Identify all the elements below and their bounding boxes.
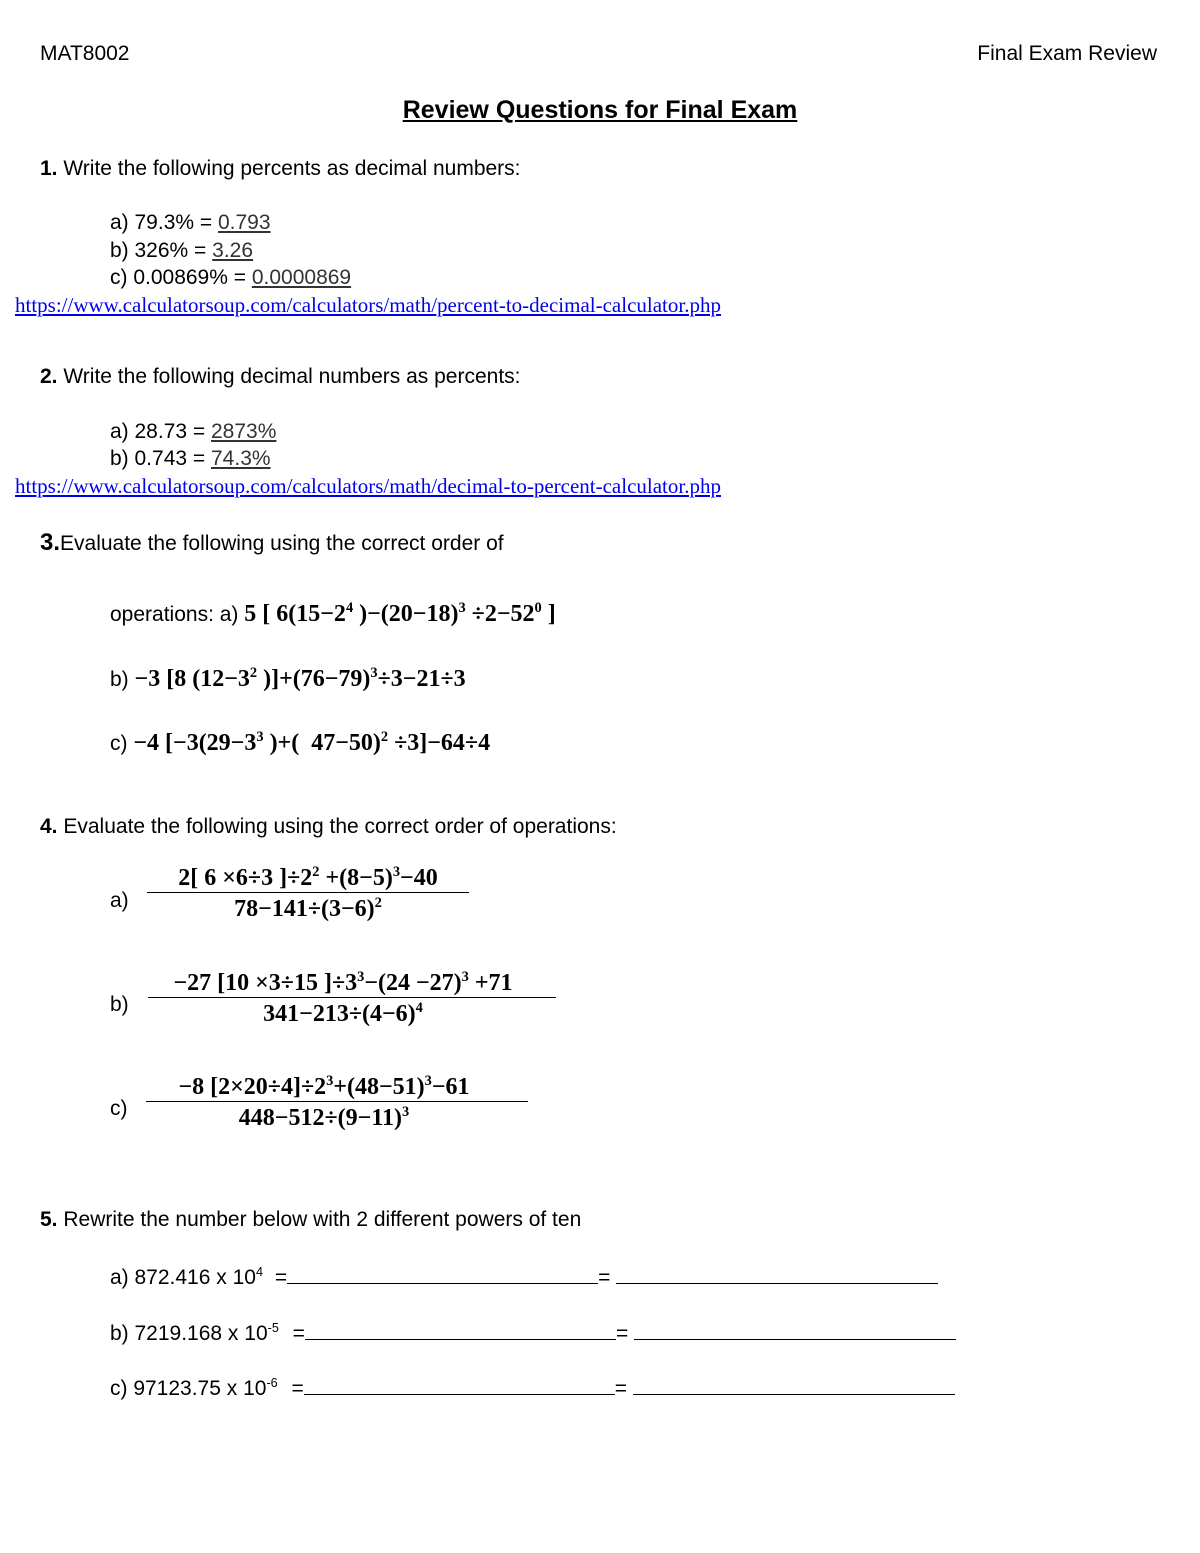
exponent: -5 [267, 1321, 279, 1335]
fraction-bar [147, 892, 469, 893]
denominator: $78-141\div(3-6)^2$ [234, 895, 382, 922]
question-text: Evaluate the following using the correct order of [60, 532, 504, 555]
question-number: 4. [40, 815, 58, 838]
q4-item-c-label: c) [110, 1097, 128, 1120]
question-number: 5. [40, 1208, 58, 1231]
q1-calculator-link[interactable]: https://www.calculatorsoup.com/calculators/math/percent-to-decimal-calculator.php [15, 293, 721, 317]
q1-item-c [110, 266, 351, 290]
q2-item-a [110, 420, 276, 444]
equals-sign: = [598, 1266, 611, 1289]
q3-item-c [110, 729, 490, 757]
question-text: Write the following percents as decimal numbers: [63, 157, 521, 180]
answer-blank-1[interactable] [305, 1319, 616, 1340]
item-label: operations: a) [110, 603, 239, 626]
numerator: −8 $[2\times 20\div 4]\div 2^3+(48-51)^3-61$ [178, 1073, 470, 1100]
item-label: c) [110, 732, 128, 755]
item-answer: 74.3% [211, 447, 271, 470]
question-text: Evaluate the following using the correct order of operations: [63, 815, 617, 838]
question-text: Rewrite the number below with 2 different powers of ten [63, 1208, 582, 1231]
fraction-4c [120, 1073, 528, 1132]
course-code: MAT8002 [40, 42, 130, 65]
answer-blank-2[interactable] [616, 1263, 938, 1284]
q5-item-a [110, 1263, 938, 1290]
exponent: -6 [266, 1376, 278, 1390]
q3-item-b [110, 665, 466, 693]
q2-calculator-link[interactable]: https://www.calculatorsoup.com/calculators/math/decimal-to-percent-calculator.php [15, 474, 721, 498]
item-expression: c) 0.00869% = [110, 266, 252, 289]
item-expression: a) 28.73 = [110, 420, 211, 443]
answer-blank-1[interactable] [304, 1374, 615, 1395]
question-number: 2. [40, 365, 58, 388]
equals-sign: = [615, 1322, 629, 1345]
page-title: Review Questions for Final Exam [402, 96, 798, 124]
q5-item-b [110, 1319, 956, 1346]
q2-item-b [110, 447, 271, 471]
equals-sign: = [291, 1377, 304, 1400]
fraction-bar [146, 1101, 528, 1102]
q1-item-a [110, 211, 271, 235]
equals-sign: = [292, 1322, 305, 1345]
item-answer: 2873% [211, 420, 277, 443]
item-expression: a) 872.416 x 10 [110, 1266, 256, 1289]
question-3 [40, 529, 504, 557]
item-expression: a) 79.3% = [110, 211, 218, 234]
expression-3c: −4 [$-3(29-3^3$ )+( 47−50)$^2$ ÷3]−64÷4 [133, 729, 491, 756]
q1-item-b [110, 239, 253, 263]
denominator: $341-213\div(4-6)^4$ [263, 1000, 423, 1027]
item-expression: b) 326% = [110, 239, 213, 262]
exponent: 4 [255, 1265, 263, 1279]
fraction-bar [148, 997, 556, 998]
item-expression: b) 7219.168 x 10 [110, 1322, 268, 1345]
fraction-4b [130, 969, 556, 1028]
expression-3a: 5 [ $6(15-2^4$ )$-(20-18)^3 \div 2-52^0$ ] [244, 600, 556, 627]
q5-item-c [110, 1374, 955, 1401]
question-2 [40, 365, 521, 389]
document-label: Final Exam Review [977, 42, 1157, 65]
item-expression: b) 0.743 = [110, 447, 211, 470]
answer-blank-1[interactable] [287, 1263, 598, 1284]
q4-item-a-label: a) [110, 889, 129, 912]
item-answer: 0.793 [217, 211, 271, 234]
denominator: $448-512\div(9-11)^3$ [238, 1104, 410, 1131]
question-5 [40, 1208, 581, 1232]
fraction-4a [147, 864, 469, 923]
q4-item-b-label: b) [110, 993, 129, 1016]
q3-item-a [110, 600, 556, 628]
question-4 [40, 815, 617, 839]
question-text: Write the following decimal numbers as percents: [63, 365, 521, 388]
item-label: b) [110, 668, 129, 691]
question-number: 3. [40, 529, 61, 556]
numerator: 2[ 6 ×6÷3 ]$\div 2^2 +(8-5)^3-40$ [178, 864, 438, 891]
question-1 [40, 157, 521, 181]
item-expression: c) 97123.75 x 10 [110, 1377, 267, 1400]
question-number: 1. [40, 157, 58, 180]
equals-sign: = [614, 1377, 628, 1400]
expression-3b: −3 [8 ($12-3^2$ )]$+(76-79)^3\div 3-21\div 3$ [134, 665, 466, 692]
item-answer: 0.0000869 [251, 266, 352, 289]
item-answer: 3.26 [212, 239, 254, 262]
answer-blank-2[interactable] [633, 1374, 955, 1395]
answer-blank-2[interactable] [634, 1319, 956, 1340]
equals-sign: = [274, 1266, 288, 1289]
numerator: −27 [10 ×3÷15 ]$\div 3^3-(24 -27)^3 +71$ [173, 969, 513, 996]
